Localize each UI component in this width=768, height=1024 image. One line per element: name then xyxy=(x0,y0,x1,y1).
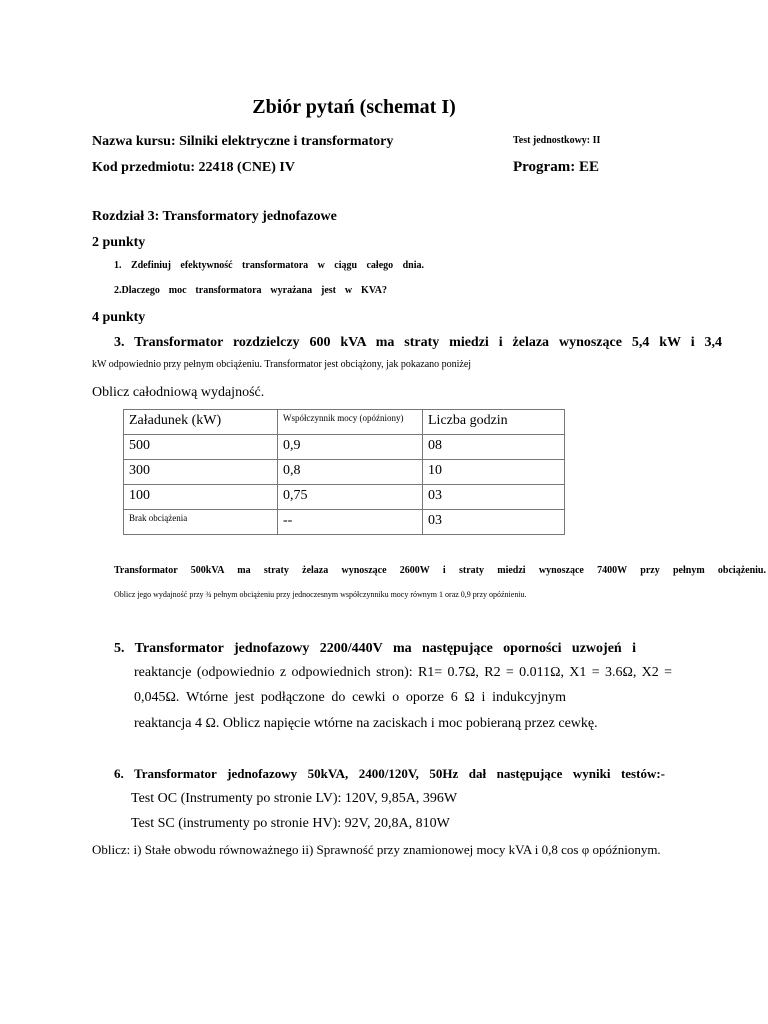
question-6-line-3: Test SC (instrumenty po stronie HV): 92V, 20,8A, 810W xyxy=(131,816,450,831)
table-cell: 08 xyxy=(423,435,565,460)
question-1: 1. Zdefiniuj efektywność transformatora w ciągu całego dnia. xyxy=(114,260,424,271)
question-3-line-3: Oblicz całodniową wydajność. xyxy=(92,385,265,400)
subject-code: Kod przedmiotu: 22418 (CNE) IV xyxy=(92,160,295,175)
table-cell: 300 xyxy=(124,460,278,485)
table-cell: 03 xyxy=(423,485,565,510)
table-header-cell: Współczynnik mocy (opóźniony) xyxy=(278,410,423,435)
question-2: 2.Dlaczego moc transformatora wyrażana jest w KVA? xyxy=(114,285,387,296)
question-5-line-2: reaktancje (odpowiednio z odpowiednich stron): R1= 0.7Ω, R2 = 0.011Ω, X1 = 3.6Ω, X2 = xyxy=(134,665,672,680)
table-cell: 0,8 xyxy=(278,460,423,485)
table-row xyxy=(124,460,565,485)
question-3-line-1: 3. Transformator rozdzielczy 600 kVA ma straty miedzi i żelaza wynoszące 5,4 kW i 3,4 xyxy=(114,335,722,350)
table-header-row xyxy=(124,410,565,435)
unit-test: Test jednostkowy: II xyxy=(513,135,601,146)
table-row xyxy=(124,485,565,510)
question-6-line-4: Oblicz: i) Stałe obwodu równoważnego ii) Sprawność przy znamionowej mocy kVA i 0,8 cos φ opóźnionym. xyxy=(92,842,661,857)
question-6-line-2: Test OC (Instrumenty po stronie LV): 120V, 9,85A, 396W xyxy=(131,791,458,806)
table-cell: 500 xyxy=(124,435,278,460)
load-table xyxy=(123,409,565,535)
chapter-heading: Rozdział 3: Transformatory jednofazowe xyxy=(92,209,337,224)
table-header-cell: Liczba godzin xyxy=(423,410,565,435)
table-cell: 0,75 xyxy=(278,485,423,510)
question-5-line-1: 5. Transformator jednofazowy 2200/440V ma następujące oporności uzwojeń i xyxy=(114,641,636,656)
table-cell: 100 xyxy=(124,485,278,510)
table-row xyxy=(124,510,565,535)
question-3-line-2: kW odpowiednio przy pełnym obciążeniu. Transformator jest obciążony, jak pokazano poniżej xyxy=(92,359,472,370)
question-4-line-2: Oblicz jego wydajność przy ¾ pełnym obciążeniu przy jednoczesnym współczynniku mocy równym 1 oraz 0,9 przy opóźnieniu. xyxy=(114,590,527,599)
table-cell: Brak obciążenia xyxy=(124,510,278,535)
program: Program: EE xyxy=(513,159,599,175)
table-cell: 10 xyxy=(423,460,565,485)
table-cell: -- xyxy=(278,510,423,535)
table-cell: 0,9 xyxy=(278,435,423,460)
course-name: Nazwa kursu: Silniki elektryczne i transformatory xyxy=(92,134,394,149)
question-4-line-1: Transformator 500kVA ma straty żelaza wynoszące 2600W i straty miedzi wynoszące 7400W przy pełnym obciążeniu. xyxy=(114,565,766,576)
question-5-line-3: 0,045Ω. Wtórne jest podłączone do cewki o oporze 6 Ω i indukcyjnym xyxy=(134,690,566,705)
table-header-cell: Załadunek (kW) xyxy=(124,410,278,435)
question-5-line-4: reaktancja 4 Ω. Oblicz napięcie wtórne na zaciskach i moc pobieraną przez cewkę. xyxy=(134,716,598,731)
section-4-points: 4 punkty xyxy=(92,310,146,325)
table-row xyxy=(124,435,565,460)
question-6-line-1: 6. Transformator jednofazowy 50kVA, 2400/120V, 50Hz dał następujące wyniki testów:- xyxy=(114,766,665,781)
table-cell: 03 xyxy=(423,510,565,535)
page-title: Zbiór pytań (schemat I) xyxy=(252,96,456,118)
section-2-points: 2 punkty xyxy=(92,235,146,250)
